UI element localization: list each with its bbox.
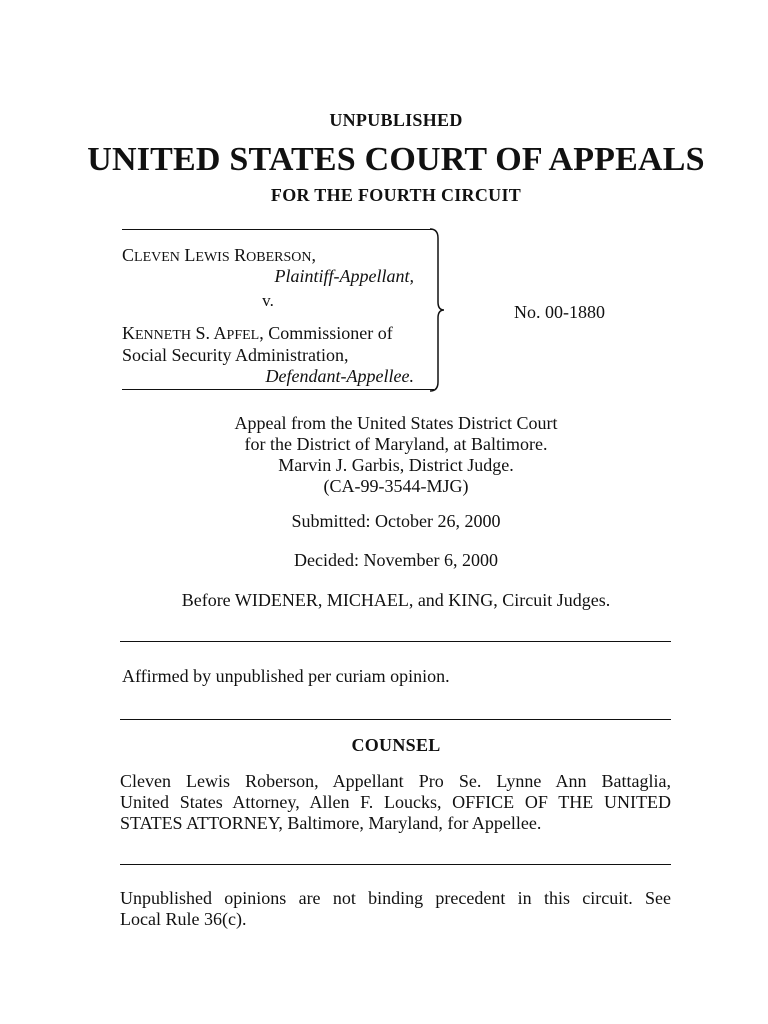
case-number: No. 00-1880 [514, 302, 605, 322]
divider [120, 719, 671, 720]
counsel-line: United States Attorney, Allen F. Loucks, OFFICE OF THE UNITED [120, 792, 671, 812]
submitted-date: Submitted: October 26, 2000 [291, 511, 501, 531]
caption-bottom-rule [122, 389, 434, 390]
counsel-paragraph [120, 771, 671, 834]
caption-top-rule [122, 229, 434, 230]
divider [120, 641, 671, 642]
appeal-line: for the District of Maryland, at Baltimore. [244, 434, 548, 454]
plaintiff-role: Plaintiff-Appellant, [274, 266, 414, 286]
appeal-line: (CA-99-3544-MJG) [323, 476, 469, 496]
caption-brace [428, 226, 458, 394]
unpublished-label: UNPUBLISHED [329, 110, 463, 130]
note-line: Unpublished opinions are not binding precedent in this circuit. See [120, 888, 671, 908]
counsel-line: STATES ATTORNEY, Baltimore, Maryland, for Appellee. [120, 813, 542, 833]
precedent-note [120, 888, 671, 930]
divider [120, 864, 671, 865]
circuit-subtitle: FOR THE FOURTH CIRCUIT [270, 185, 522, 205]
defendant-agency: Social Security Administration, [122, 345, 349, 365]
counsel-heading: COUNSEL [351, 735, 441, 755]
defendant-name: KENNETH S. APFEL, Commissioner of [122, 323, 393, 343]
plaintiff-name: CLEVEN LEWIS ROBERSON, [122, 245, 316, 265]
counsel-line: Cleven Lewis Roberson, Appellant Pro Se. Lynne Ann Battaglia, [120, 771, 671, 791]
versus-label: v. [262, 291, 274, 310]
decided-date: Decided: November 6, 2000 [294, 550, 498, 570]
panel-judges: Before WIDENER, MICHAEL, and KING, Circuit Judges. [181, 590, 611, 610]
court-title: UNITED STATES COURT OF APPEALS [87, 141, 705, 178]
disposition: Affirmed by unpublished per curiam opinion. [122, 666, 450, 686]
appeal-line: Appeal from the United States District Court [234, 413, 558, 433]
note-line: Local Rule 36(c). [120, 909, 247, 929]
defendant-role: Defendant-Appellee. [265, 366, 414, 386]
appeal-line: Marvin J. Garbis, District Judge. [278, 455, 514, 475]
